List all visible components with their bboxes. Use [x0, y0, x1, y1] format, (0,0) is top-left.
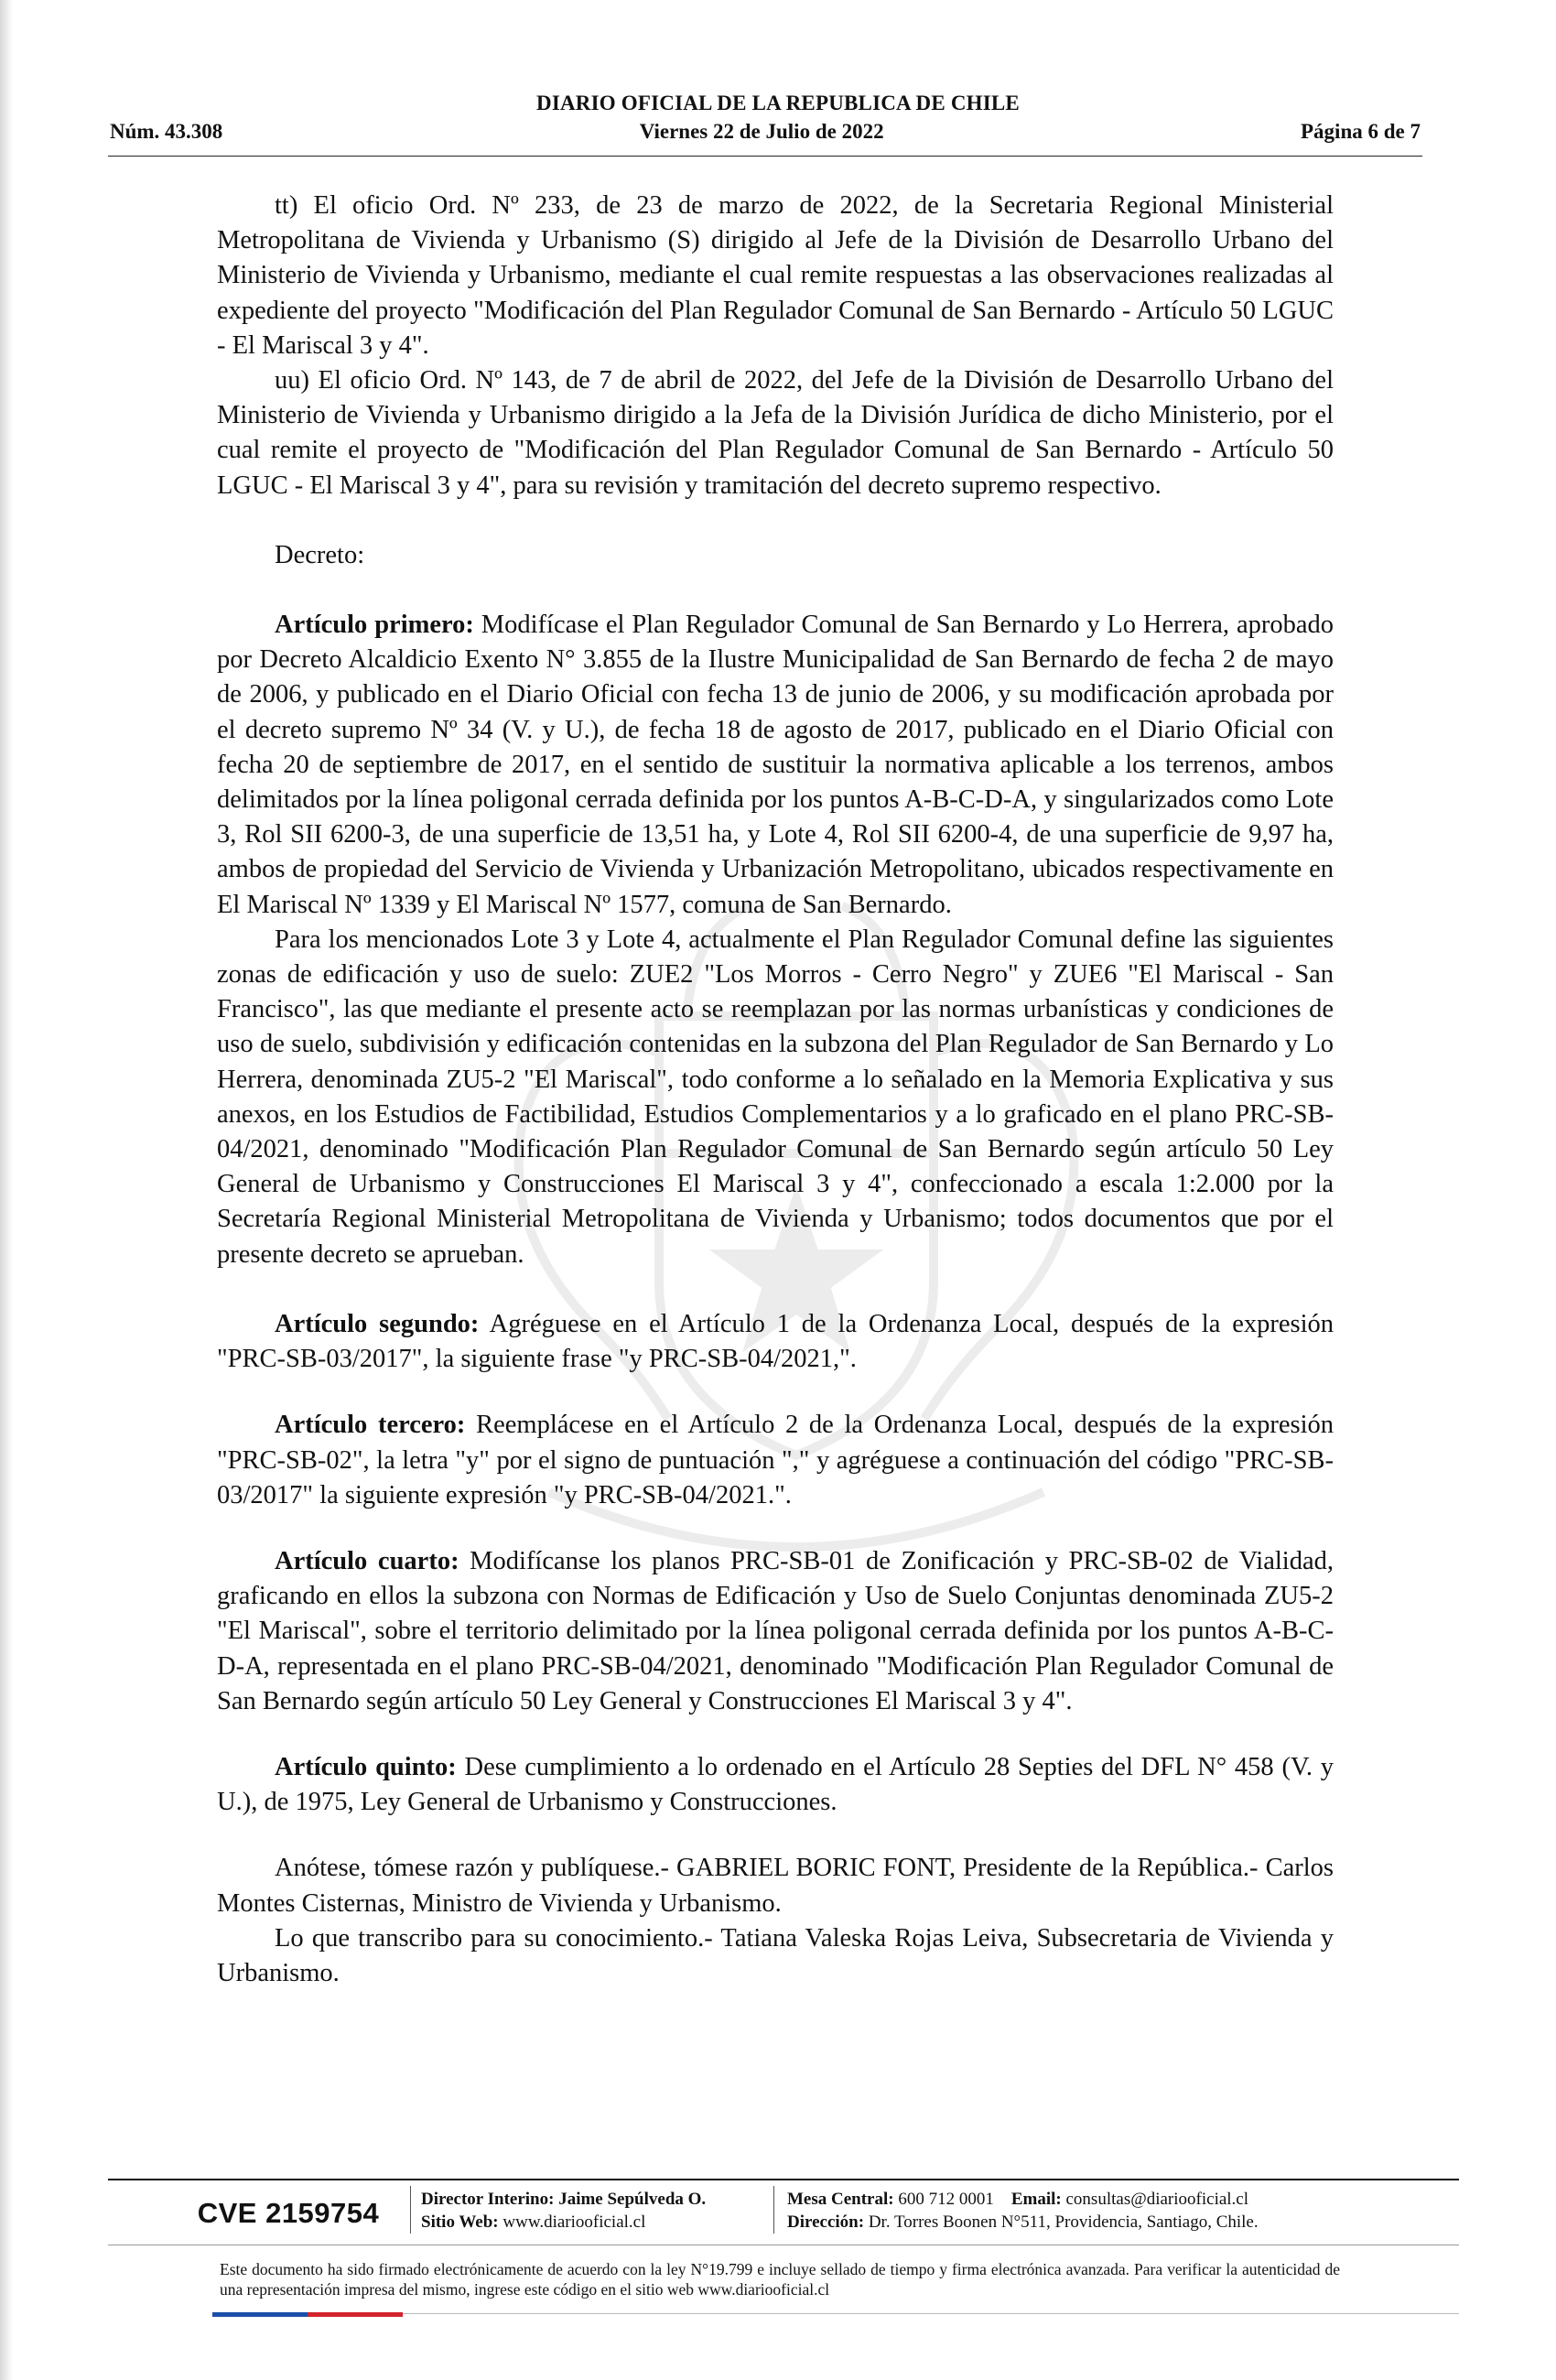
- article-2: [217, 1307, 1334, 1377]
- paragraph-uu: uu) El oficio Ord. Nº 143, de 7 de abril de 2022, del Jefe de la División de Desarrollo Urbano del Ministerio de Vivienda y Urbanismo dirigido a la Jefa de la División Jurídica de dicho Ministerio, por el cual remite el proyecto de "Modificación del Plan Regulador Comunal de San Bernardo - Artículo 50 LGUC - El Mariscal 3 y 4", para su revisión y tramitación del decreto supremo respectivo.: [217, 366, 1334, 500]
- header-info-row: [110, 120, 1421, 144]
- email-link[interactable]: consultas@diariooficial.cl: [1061, 2190, 1249, 2209]
- article-5-text: Dese cumplimiento a lo ordenado en el Artículo 28 Septies del DFL N° 458 (V. y U.), de 1975, Ley General de Urbanismo y Construcciones.: [217, 1752, 1334, 1817]
- page-edge-shadow: [0, 0, 13, 2380]
- article-4: [217, 1544, 1334, 1719]
- issue-number: Núm. 43.308: [110, 120, 223, 143]
- article-5-label: Artículo quinto:: [275, 1752, 457, 1781]
- page-number: Página 6 de 7: [1301, 120, 1421, 143]
- footer-top-rule: [108, 2179, 1459, 2180]
- publication-date: Viernes 22 de Julio de 2022: [639, 120, 884, 143]
- flag-stripe-red: [308, 2312, 403, 2317]
- flag-stripe-blue: [212, 2312, 308, 2317]
- closing-signatures: Anótese, tómese razón y publíquese.- GABRIEL BORIC FONT, Presidente de la República.- Carlos Montes Cisternas, Ministro de Vivienda y Urbanismo.: [217, 1854, 1334, 1918]
- director-line: Director Interino: Jaime Sepúlveda O.: [421, 2190, 707, 2209]
- article-1-label: Artículo primero:: [275, 611, 474, 640]
- article-2-label: Artículo segundo:: [275, 1309, 480, 1338]
- address-line: Dirección: Dr. Torres Boonen N°511, Providencia, Santiago, Chile.: [787, 2212, 1259, 2232]
- article-3: [217, 1408, 1334, 1513]
- footer-contact-column: [787, 2188, 1446, 2234]
- paragraph-tt: tt) El oficio Ord. Nº 233, de 23 de marzo de 2022, de la Secretaria Regional Ministerial Metropolitana de Vivienda y Urbanismo (S) dirigido al Jefe de la División de Desarrollo Urbano del Ministerio de Vivienda y Urbanismo, mediante el cual remite respuestas a las observaciones realizadas al expediente del proyecto "Modificación del Plan Regulador Comunal de San Bernardo - Artículo 50 LGUC - El Mariscal 3 y 4".: [217, 191, 1334, 360]
- article-2-text: Agréguese en el Artículo 1 de la Ordenanza Local, después de la expresión "PRC-SB-03/2017", la siguiente frase "y PRC-SB-04/2021,".: [217, 1309, 1334, 1374]
- article-5: [217, 1750, 1334, 1820]
- contact-line: Mesa Central: 600 712 0001 Email: consultas@diariooficial.cl: [787, 2190, 1249, 2209]
- footer-separator: [410, 2186, 411, 2234]
- cve-code: CVE 2159754: [197, 2197, 380, 2229]
- article-1-text: Modifícase el Plan Regulador Comunal de San Bernardo y Lo Herrera, aprobado por Decreto Alcaldicio Exento N° 3.855 de la Ilustre Municipalidad de San Bernardo de fecha 2 de mayo de 2006, y publicado en el Diario Oficial con fecha 13 de junio de 2006, y su modificación aprobada por el decreto supremo Nº 34 (V. y U.), de fecha 18 de agosto de 2017, publicado en el Diario Oficial con fecha 20 de septiembre de 2017, en el sentido de sustituir la normativa aplicable a los terrenos, ambos delimitados por la línea poligonal cerrada definida por los puntos A-B-C-D-A, y singularizados como Lote 3, Rol SII 6200-3, de una superficie de 13,51 ha, y Lote 4, Rol SII 6200-4, de una superficie de 9,97 ha, ambos de propiedad del Servicio de Vivienda y Urbanización Metropolitano, ubicados respectivamente en El Mariscal Nº 1339 y El Mariscal Nº 1577, comuna de San Bernardo.: [217, 611, 1334, 919]
- footer-bottom-rule: [403, 2313, 1459, 2314]
- article-1: [217, 608, 1334, 923]
- footer-director-column: [421, 2188, 769, 2234]
- website-link[interactable]: www.diariooficial.cl: [498, 2212, 646, 2232]
- article-4-label: Artículo cuarto:: [275, 1546, 459, 1575]
- phone-number: 600 712 0001: [893, 2190, 994, 2209]
- decreto-heading: Decreto:: [275, 540, 365, 569]
- legal-notice: Este documento ha sido firmado electrónicamente de acuerdo con la ley N°19.799 e incluye sellado de tiempo y firma electrónica avanzada. Para verificar la autenticidad de una representación impresa del mismo, ingrese este código en el sitio web www.diariooficial.cl: [220, 2260, 1340, 2299]
- closing-transcription: Lo que transcribo para su conocimiento.- Tatiana Valeska Rojas Leiva, Subsecretaria de Vivienda y Urbanismo.: [217, 1923, 1334, 1987]
- header-rule: [108, 156, 1422, 157]
- article-3-text: Reemplácese en el Artículo 2 de la Ordenanza Local, después de la expresión "PRC-SB-02", la letra "y" por el signo de puntuación "," y agréguese a continuación del código "PRC-SB-03/2017" la siguiente expresión "y PRC-SB-04/2021.".: [217, 1411, 1334, 1509]
- website-line: Sitio Web: www.diariooficial.cl: [421, 2212, 646, 2232]
- address-value: Dr. Torres Boonen N°511, Providencia, Santiago, Chile.: [864, 2212, 1259, 2232]
- document-body: [217, 189, 1334, 1991]
- newspaper-title: DIARIO OFICIAL DE LA REPUBLICA DE CHILE: [536, 92, 1020, 114]
- article-1-paragraph-2: Para los mencionados Lote 3 y Lote 4, actualmente el Plan Regulador Comunal define las siguientes zonas de edificación y uso de suelo: ZUE2 "Los Morros - Cerro Negro" y ZUE6 "El Mariscal - San Francisco", las que mediante el presente acto se reemplazan por las normas urbanísticas y condiciones de uso de suelo, subdivisión y edificación contenidas en la subzona del Plan Regulador de San Bernardo y Lo Herrera, denominada ZU5-2 "El Mariscal", todo conforme a lo señalado en la Memoria Explicativa y sus anexos, en los Estudios de Factibilidad, Estudios Complementarios y a lo graficado en el plano PRC-SB-04/2021, denominado "Modificación Plan Regulador Comunal de San Bernardo según artículo 50 Ley General de Urbanismo y Construcciones El Mariscal 3 y 4", confeccionado a escala 1:2.000 por la Secretaría Regional Ministerial Metropolitana de Vivienda y Urbanismo; todos documentos que por el presente decreto se aprueban.: [217, 925, 1334, 1269]
- footer-separator: [773, 2186, 774, 2234]
- article-4-text: Modifícanse los planos PRC-SB-01 de Zonificación y PRC-SB-02 de Vialidad, graficando en ellos la subzona con Normas de Edificación y Uso de Suelo Conjuntas denominada ZU5-2 "El Mariscal", sobre el territorio delimitado por la línea poligonal cerrada definida por los puntos A-B-C-D-A, representada en el plano PRC-SB-04/2021, denominado "Modificación Plan Regulador Comunal de San Bernardo según artículo 50 Ley General y Construcciones El Mariscal 3 y 4".: [217, 1546, 1334, 1715]
- article-3-label: Artículo tercero:: [275, 1411, 466, 1440]
